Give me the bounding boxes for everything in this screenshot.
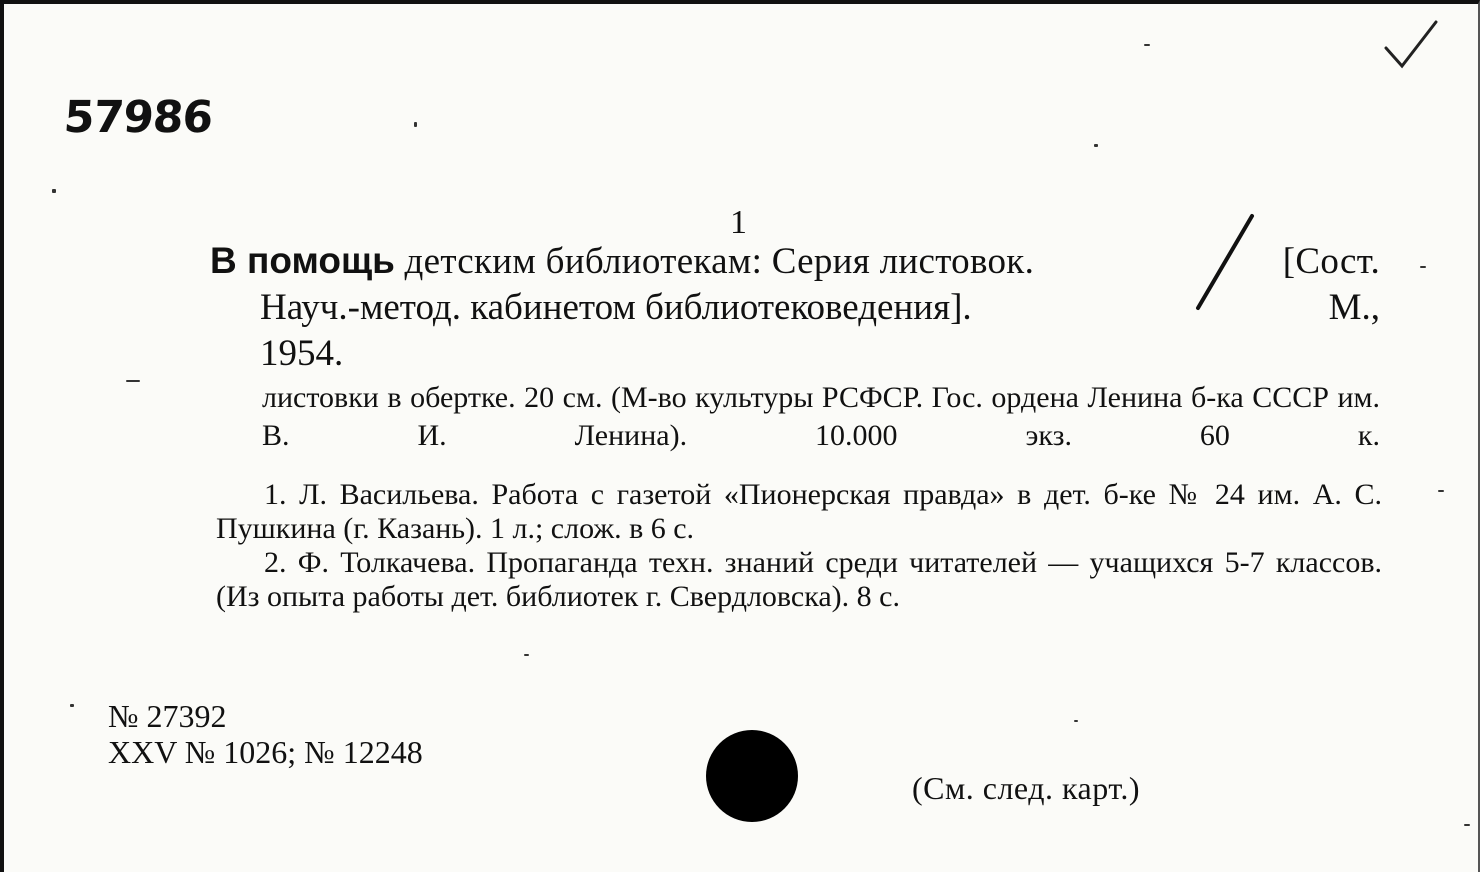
year: 1954. [260,333,344,374]
punch-hole [706,730,798,822]
speck [1074,720,1078,722]
place: М., [1328,287,1380,328]
speck [414,122,417,127]
speck [1438,490,1444,492]
compiler: Науч.-метод. кабинетом библиотековедения]. [260,287,972,328]
collation: листовки в обертке. 20 см. (М-во культуры РСФСР. Гос. ордена Ленина б-ка СССР им. В. И. Ленина). 10.000 экз. 60 к. [262,381,1380,452]
contents-item: 1. Л. Васильева. Работа с газетой «Пионерская правда» в дет. б-ке № 24 им. А. С. Пушкина (г. Казань). 1 л.; слож. в 6 с. [216,478,1382,545]
speck [52,189,56,193]
volume-number: 1 [730,204,747,241]
speck [1094,144,1098,147]
speck [1144,44,1150,46]
shelf-mark-2: XXV № 1026; № 12248 [108,734,423,770]
speck [1420,266,1426,268]
checkmark-icon [1380,18,1440,74]
compiler-start: [Сост. [1282,241,1380,282]
speck [70,704,74,707]
speck [1464,824,1470,826]
speck [126,380,140,382]
shelf-marks [108,698,423,770]
compiler-line [260,286,1380,329]
title [210,240,1034,283]
shelf-mark-1: № 27392 [108,698,227,734]
continued-note: (См. след. карт.) [912,770,1141,806]
speck [524,654,529,656]
contents-list [216,478,1382,614]
inventory-number: 57986 [62,92,214,143]
title-rest: детским библиотекам: Серия листовок. [404,241,1035,282]
title-bold: В помощь [210,240,395,281]
contents-item: 2. Ф. Толкачева. Пропаганда техн. знаний среди читателей — учащихся 5-7 классов. (Из опыта работы дет. библиотек г. Свердловска). 8 с. [216,546,1382,613]
